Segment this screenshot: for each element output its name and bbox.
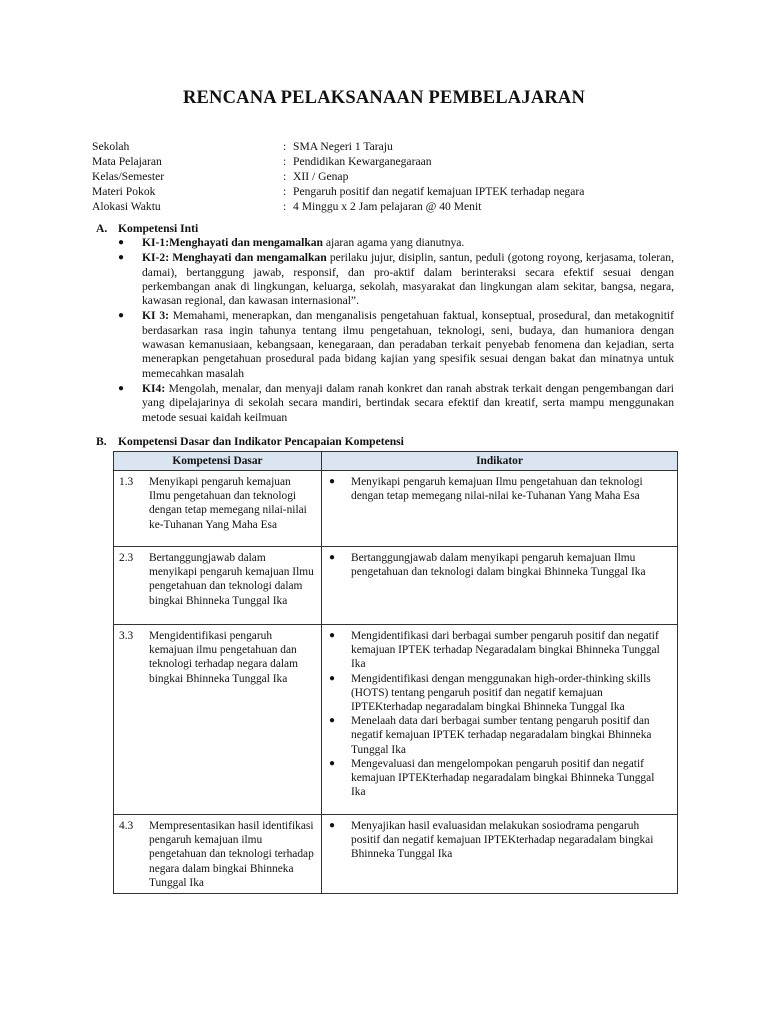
page-title: RENCANA PELAKSANAAN PEMBELAJARAN [182,88,586,108]
list-item-ki-3 [118,309,674,380]
ki-text: ajaran agama yang dianutnya. [323,236,465,249]
kd-text: Mempresentasikan hasil identifikasi pengaruh kemajuan ilmu pengetahuan dan teknologi terhadap negara dalam bingkai Bhinneka Tunggal Ika [149,820,314,889]
kd-number: 1.3 [119,476,134,488]
section-title: Kompetensi Inti [118,222,199,235]
info-row-kelas-semester [92,169,584,184]
kd-number: 2.3 [119,552,134,564]
indicator-text: Menelaah data dari berbagai sumber tentang pengaruh positif dan negatif kemajuan IPTEK terhadap negaradalam bingkai Bhinneka Tunggal Ika [351,715,652,756]
info-colon: : [283,185,287,198]
info-label: Mata Pelajaran [92,155,162,168]
info-row-alokasi-waktu [92,199,584,214]
section-b-heading [96,435,404,448]
kd-number: 3.3 [119,630,134,642]
indicator-item [327,819,671,862]
info-label: Materi Pokok [92,185,156,198]
info-colon: : [283,140,287,153]
indicator-text: Menyajikan hasil evaluasidan melakukan sosiodrama pengaruh positif dan negatif kemajuan IPTEKterhadap negaradalam bingkai Bhinneka Tunggal Ika [351,820,654,861]
ki-list [118,236,674,426]
section-letter: A. [96,222,108,235]
indicator-text: Menyikapi pengaruh kemajuan Ilmu pengetahuan dan teknologi dengan tetap memegang nilai-nilai ke-Tuhanan Yang Maha Esa [351,476,643,503]
info-colon: : [283,155,287,168]
indicator-cell [322,547,678,625]
kd-cell [114,471,322,547]
indicator-cell [322,471,678,547]
kd-cell [114,625,322,815]
kd-cell [114,547,322,625]
info-row-mata-pelajaran [92,154,584,169]
indicator-item [327,629,671,672]
ki-text: Mengolah, menalar, dan menyaji dalam ranah konkret dan ranah abstrak terkait dengan pengembangan dari yang dipelajarinya di sekolah secara mandiri, bertindak secara efektif dan kreatif, serta mampu menggunakan metode sesuai kaidah keilmuan [142,381,674,424]
info-label: Kelas/Semester [92,170,165,183]
indicator-item [327,475,671,503]
ki-text: perilaku jujur, disiplin, santun, peduli (gotong royong, kerjasama, toleran, damai), bertanggung jawab, responsif, dan pro-aktif dalam berinteraksi secara efektif sesuai dengan perkembangan anak di lingkungan, keluarga, sekolah, masyarakat dan lingkungan alam sekitar, bangsa, negara, kawasan regional, dan kawasan internasional”. [142,251,674,308]
section-letter: B. [96,435,107,448]
indicator-item [327,714,671,757]
info-value: SMA Negeri 1 Taraju [293,140,393,153]
list-item-ki-4 [118,382,674,425]
info-colon: : [283,200,287,213]
bullet-icon: ● [118,252,125,264]
list-item-ki-1 [118,236,674,250]
info-value: Pendidikan Kewarganegaraan [293,155,432,168]
indicator-text: Mengidentifikasi dari berbagai sumber pengaruh positif dan negatif kemajuan IPTEK terhadap Negaradalam bingkai Bhinneka Tunggal Ika [351,630,660,671]
info-value: 4 Minggu x 2 Jam pelajaran @ 40 Menit [293,200,482,213]
indicator-text: Mengevaluasi dan mengelompokan pengaruh positif dan negatif kemajuan IPTEKterhadap negaradalam bingkai Bhinneka Tunggal Ika [351,757,655,799]
ki-label: KI-1:Menghayati dan mengamalkan [142,236,324,249]
ki-label: KI4: [142,381,166,395]
indicator-text: Bertanggungjawab dalam menyikapi pengaruh kemajuan Ilmu pengetahuan dan teknologi dalam bingkai Bhinneka Tunggal Ika [351,552,646,579]
bullet-icon: ● [329,476,336,487]
section-title: Kompetensi Dasar dan Indikator Pencapaian Kompetensi [118,435,404,448]
table-header-row [114,452,678,471]
indicator-cell [322,625,678,815]
identity-block [92,139,584,214]
bullet-icon: ● [118,310,125,322]
kd-text: Bertanggungjawab dalam menyikapi pengaruh kemajuan Ilmu pengetahuan dan teknologi dalam bingkai Bhinneka Tunggal Ika [149,552,314,607]
ki-label: KI-2: Menghayati dan mengamalkan [142,251,327,265]
indicator-item [327,757,671,800]
info-colon: : [283,170,287,183]
indicator-cell [322,815,678,894]
table-row [114,815,678,894]
info-value: Pengaruh positif dan negatif kemajuan IPTEK terhadap negara [293,185,585,198]
info-label: Alokasi Waktu [92,200,161,213]
section-a-heading [96,222,198,235]
list-item-ki-2 [118,251,674,308]
kd-text: Mengidentifikasi pengaruh kemajuan ilmu pengetahuan dan teknologi terhadap negara dalam bingkai Bhinneka Tunggal Ika [149,630,298,685]
indicator-text: Mengidentifikasi dengan menggunakan high-order-thinking skills (HOTS) tentang pengaruh positif dan negatif kemajuan IPTEKterhadap negaradalam bingkai Bhinneka Tunggal Ika [351,672,651,714]
column-header-kd: Kompetensi Dasar [114,452,322,471]
kd-number: 4.3 [119,820,134,832]
bullet-icon: ● [329,672,336,684]
indicator-item [327,551,671,579]
bullet-icon: ● [329,820,336,831]
info-label: Sekolah [92,140,130,153]
bullet-icon: ● [329,552,336,563]
table-row [114,471,678,547]
bullet-icon: ● [329,757,336,769]
info-row-materi-pokok [92,184,584,199]
kd-indicator-table [113,451,678,894]
bullet-icon: ● [118,382,125,394]
indicator-item [327,672,671,715]
ki-label: KI 3: [142,309,169,323]
table-row [114,547,678,625]
bullet-icon: ● [329,630,336,641]
table-row [114,625,678,815]
info-value: XII / Genap [293,170,349,183]
bullet-icon: ● [329,715,336,727]
kd-cell [114,815,322,894]
ki-text: Memahami, menerapkan, dan menganalisis pengetahuan faktual, konseptual, prosedural, dan metakognitif berdasarkan rasa ingin tahunya tentang ilmu pengetahuan, teknologi, seni, budaya, dan humaniora dengan wawasan kemanusiaan, kebangsaan, kenegaraan, dan peradaban terkait penyebab fenomena dan kejadian, serta menerapkan pengetahuan prosedural pada bidang kajian yang spesifik sesuai dengan bakat dan minatnya untuk memecahkan masalah [142,309,674,380]
bullet-icon: ● [118,237,125,248]
kd-text: Menyikapi pengaruh kemajuan Ilmu pengetahuan dan teknologi dengan tetap memegang nilai-nilai ke-Tuhanan Yang Maha Esa [149,476,307,531]
info-row-sekolah [92,139,584,154]
column-header-indikator: Indikator [322,452,678,471]
